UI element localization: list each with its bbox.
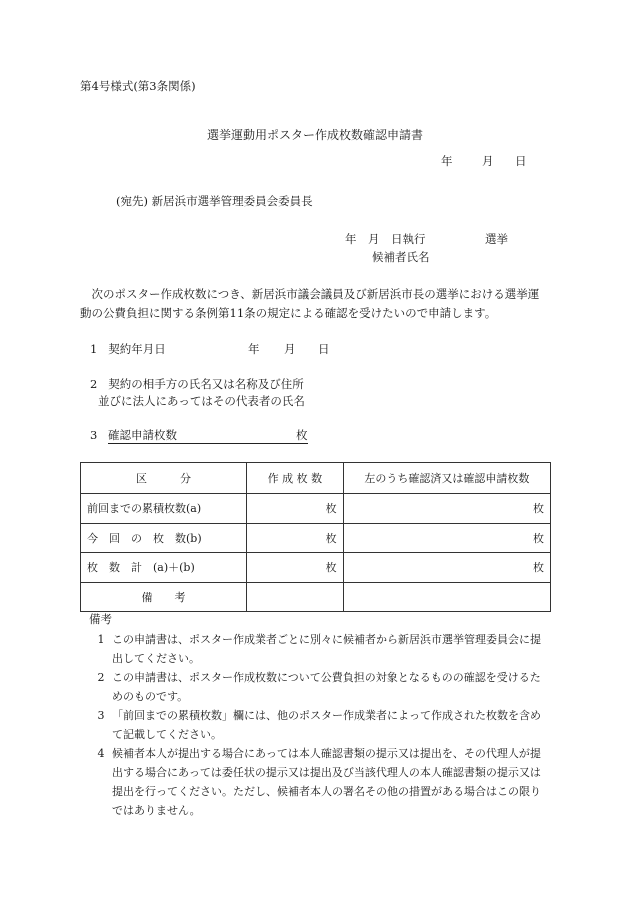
remark-note — [90, 706, 550, 744]
item2-label — [90, 378, 304, 392]
remark-note — [90, 668, 550, 706]
note-text: 候補者本人が提出する場合にあっては本人確認書類の提示又は提出を、その代理人が提出する場合にあっては委任状の提示又は提出及び当該代理人の本人確認書類の提示又は提出を行ってください。ただし、候補者本人の署名その他の措置がある場合はこの限りではありません。 — [112, 747, 541, 817]
item2-text-line2: 並びに法人にあってはその代表者の氏名 — [98, 394, 305, 408]
item3-unit: 枚 — [296, 428, 308, 442]
poster-count-table — [80, 462, 551, 612]
created-count-cell[interactable]: 枚 — [247, 494, 344, 524]
date-day-label: 日 — [515, 154, 527, 168]
election-execution-date: 年 月 日執行 — [345, 232, 426, 246]
remarks-cell[interactable] — [343, 582, 550, 612]
candidate-name-label: 候補者氏名 — [372, 250, 430, 264]
row-label: 前回までの累積枚数(a) — [81, 494, 247, 524]
note-text: この申請書は、ポスター作成業者ごとに別々に候補者から新居浜市選挙管理委員会に提出してください。 — [112, 633, 541, 665]
remarks-notes — [90, 630, 550, 820]
note-number: 2 — [97, 671, 105, 684]
table-header-row — [81, 463, 551, 494]
confirmed-count-cell[interactable]: 枚 — [343, 553, 550, 583]
header-confirmed-count: 左のうち確認済又は確認申請枚数 — [343, 463, 550, 494]
item1-label — [90, 343, 166, 357]
remarks-cell[interactable] — [247, 582, 344, 612]
row-label: 今 回 の 枚 数(b) — [81, 523, 247, 553]
confirmed-count-cell[interactable]: 枚 — [343, 523, 550, 553]
item1-text: 契約年月日 — [108, 342, 166, 356]
note-text: 「前回までの累積枚数」欄には、他のポスター作成業者によって作成された枚数を含めて記載してください。 — [112, 709, 541, 741]
note-number: 1 — [97, 633, 105, 646]
form-number: 第4号様式(第3条関係) — [80, 79, 196, 93]
header-category: 区 分 — [81, 463, 247, 494]
election-label: 選挙 — [485, 232, 508, 246]
remark-note — [90, 630, 550, 668]
table-row-remarks — [81, 582, 551, 612]
remarks-heading: 備考 — [89, 612, 112, 626]
note-text: この申請書は、ポスター作成枚数について公費負担の対象となるものの確認を受けるためのものです。 — [112, 671, 541, 703]
item1-number: 1 — [90, 342, 98, 356]
row-label: 備 考 — [81, 582, 247, 612]
table-row — [81, 494, 551, 524]
item3-number: 3 — [90, 428, 98, 442]
date-year-label: 年 — [441, 154, 453, 168]
item2-text-line1: 契約の相手方の氏名又は名称及び住所 — [108, 377, 304, 391]
application-statement: 次のポスター作成枚数につき、新居浜市議会議員及び新居浜市長の選挙における選挙運動の公費負担に関する条例第11条の規定による確認を受けたいので申請します。 — [80, 287, 540, 320]
row-label: 枚 数 計 (a)＋(b) — [81, 553, 247, 583]
created-count-cell[interactable]: 枚 — [247, 553, 344, 583]
item1-year-label: 年 — [248, 342, 260, 356]
addressee: (宛先) 新居浜市選挙管理委員会委員長 — [116, 194, 313, 208]
table-row — [81, 523, 551, 553]
item2-number: 2 — [90, 377, 98, 391]
item1-day-label: 日 — [318, 342, 330, 356]
item3-underline — [108, 443, 308, 444]
date-month-label: 月 — [482, 154, 494, 168]
table-row — [81, 553, 551, 583]
confirmed-count-cell[interactable]: 枚 — [343, 494, 550, 524]
header-created-count: 作 成 枚 数 — [247, 463, 344, 494]
note-number: 3 — [97, 709, 105, 722]
item1-month-label: 月 — [284, 342, 296, 356]
item3-text: 確認申請枚数 — [108, 428, 177, 442]
created-count-cell[interactable]: 枚 — [247, 523, 344, 553]
remark-note — [90, 744, 550, 820]
document-title: 選挙運動用ポスター作成枚数確認申請書 — [206, 128, 423, 142]
note-number: 4 — [97, 747, 105, 760]
